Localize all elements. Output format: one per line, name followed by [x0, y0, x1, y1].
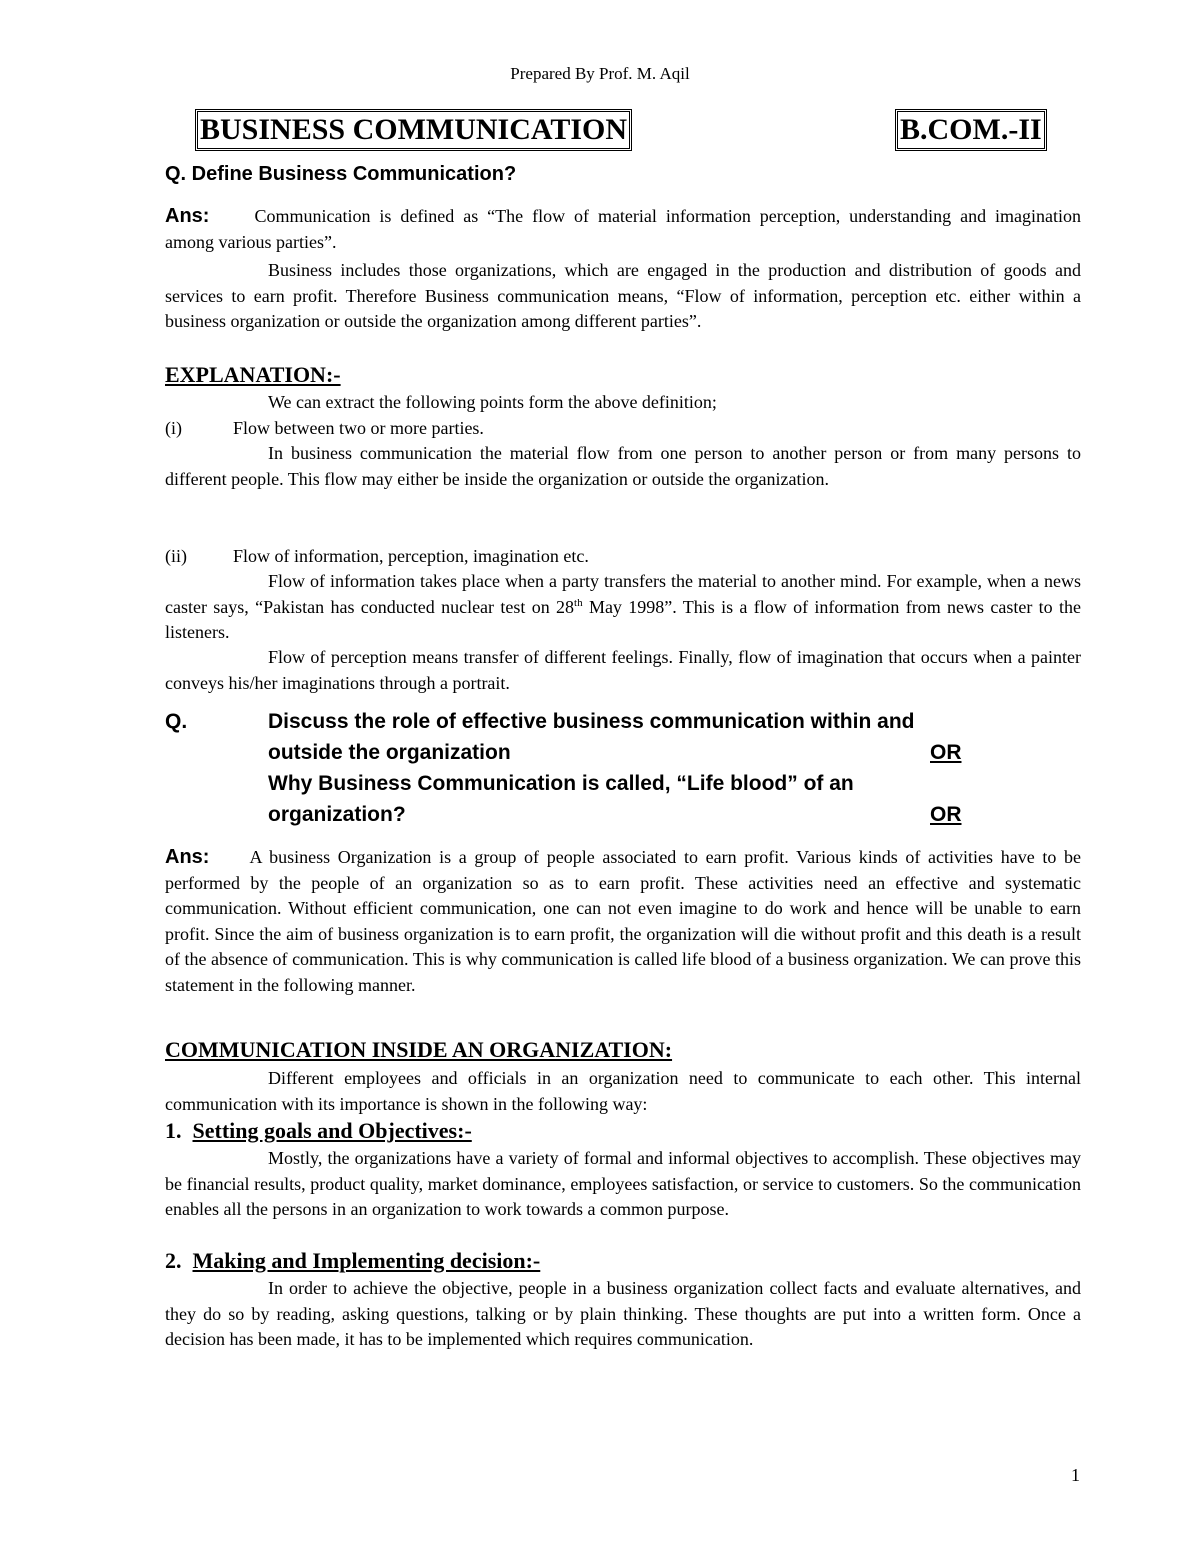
point-2-number: (ii)	[165, 546, 187, 566]
ans-label-2: Ans:	[165, 846, 210, 868]
point-1-number: (i)	[165, 418, 182, 438]
explanation-intro: We can extract the following points form the above definition;	[268, 392, 717, 412]
heading-setting-goals: 1. Setting goals and Objectives:-	[165, 1118, 472, 1143]
comm-inside-intro: Different employees and officials in an organization need to communicate to each other. This internal communication with its importance is shown in the following way:	[165, 1068, 1081, 1114]
or-label-1: OR	[930, 741, 962, 764]
question-2-label: Q.	[165, 710, 188, 733]
page-number: 1	[1071, 1465, 1080, 1485]
point-1-description: In business communication the material flow from one person to another person or from many persons to different people. This flow may either be inside the organization or outside the organization.	[165, 443, 1081, 489]
making-decision-paragraph: In order to achieve the objective, people in a business organization collect facts and evaluate alternatives, and they do so by reading, asking questions, talking or by plain thinking. These thoughts are put into a written form. Once a decision has been made, it has to be implemented which requires communication.	[165, 1278, 1081, 1349]
answer-1-para-2: Business includes those organizations, which are engaged in the production and distribution of goods and services to earn profit. Therefore Business communication means, “Flow of information, perception etc. either within a business organization or outside the organization among different parties”.	[165, 260, 1081, 331]
comm-inside-heading: COMMUNICATION INSIDE AN ORGANIZATION:	[165, 1037, 673, 1062]
point-2-description: Flow of information takes place when a party transfers the material to another mind. For example, when a news caster says, “Pakistan has conducted nuclear test on 28th May 1998”. This is a flow of information from news caster to the listeners.	[165, 571, 1081, 642]
setting-goals-paragraph: Mostly, the organizations have a variety of formal and informal objectives to accomplish. These objectives may be financial results, product quality, market dominance, employees satisfaction, or service to customers. So the communication enables all the persons in an organization to work towards a common purpose.	[165, 1148, 1081, 1219]
answer-1-para-1: Ans: Communication is defined as “The flow of material information perception, understanding and imagination among various parties”.	[165, 205, 1081, 252]
point-2: (ii) Flow of information, perception, imagination etc.	[165, 544, 1081, 570]
document-title: BUSINESS COMMUNICATION	[195, 109, 632, 151]
question-1: Q. Define Business Communication?	[165, 163, 517, 185]
explanation-heading: EXPLANATION:-	[165, 362, 341, 387]
course-code: B.COM.-II	[895, 109, 1047, 151]
point-1: (i) Flow between two or more parties.	[165, 416, 1081, 442]
question-2: Discuss the role of effective business communication within and outside the organization OR Why Business Communication is called, “Life blood” of an organization? OR	[268, 706, 1068, 830]
answer-2: Ans: A business Organization is a group of people associated to earn profit. Various kinds of activities have to be performed by the people of an organization so as to earn profit. These activities need an effective and systematic communication. Without efficient communication, one can not even imagine to do work and hence will be unable to earn profit. Since the aim of business organization is to earn profit, the organization will die without profit and this death is a result of the absence of communication. This is why communication is called life blood of a business organization. We can prove this statement in the following manner.	[165, 846, 1081, 995]
page-header: Prepared By Prof. M. Aqil	[510, 64, 690, 83]
heading-making-decision: 2. Making and Implementing decision:-	[165, 1248, 541, 1273]
or-label-2: OR	[930, 803, 962, 826]
ans-label: Ans:	[165, 205, 210, 227]
perception-paragraph: Flow of perception means transfer of different feelings. Finally, flow of imagination that occurs when a painter conveys his/her imaginations through a portrait.	[165, 647, 1081, 693]
